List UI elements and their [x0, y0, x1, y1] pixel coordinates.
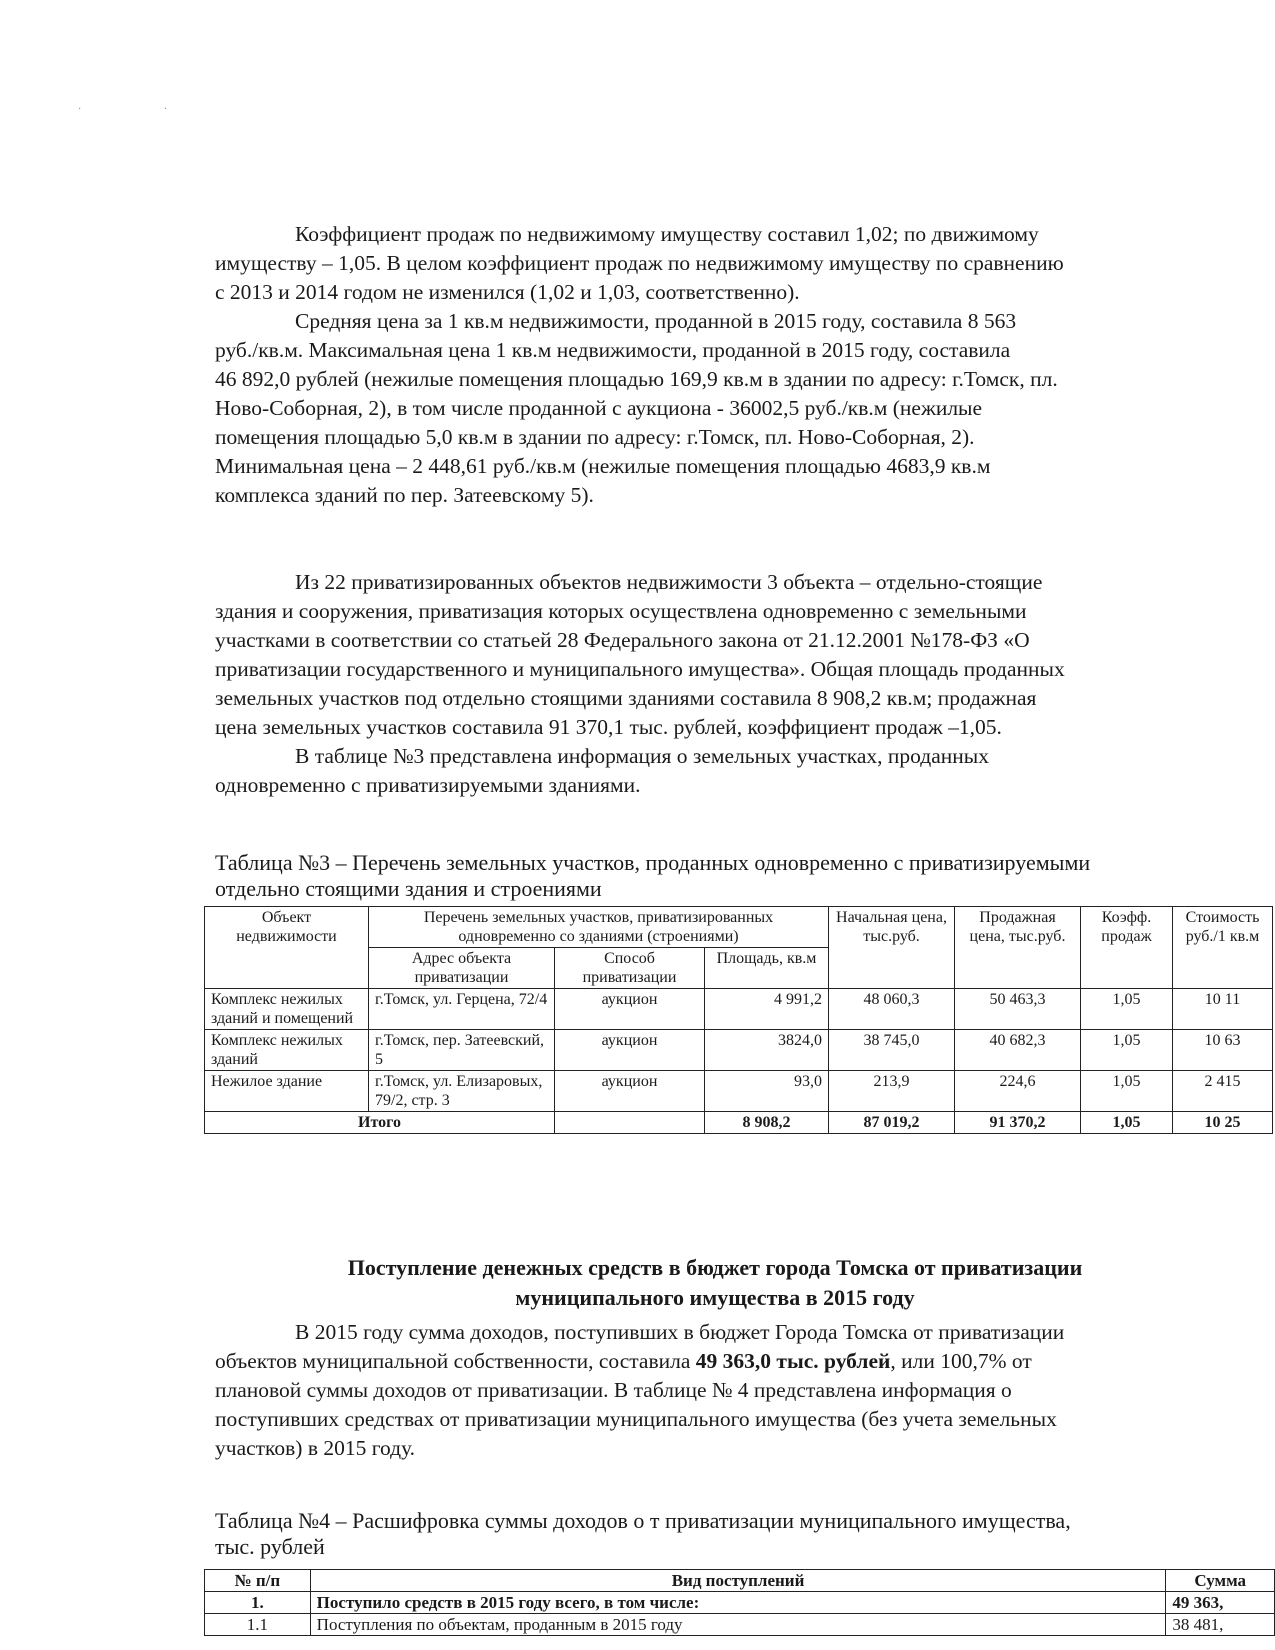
table-row [205, 1614, 1275, 1636]
text-line: имуществу – 1,05. В целом коэффициент продаж по недвижимому имуществу по сравнению [215, 251, 1064, 275]
text-line: В 2015 году сумма доходов, поступивших в бюджет Города Томска от приватизации [295, 1320, 1065, 1344]
cell-sale-price: 224,6 [955, 1071, 1081, 1112]
cell-start-price: 213,9 [829, 1071, 955, 1112]
heading-line: муниципального имущества в 2015 году [515, 1285, 915, 1310]
table-header-row [205, 907, 1273, 948]
text-line: приватизации государственного и муниципального имущества». Общая площадь проданных [215, 657, 1065, 681]
cell-cost: 10 11 [1173, 989, 1273, 1030]
cell-num: 1. [205, 1592, 311, 1614]
cell-coef: 1,05 [1081, 1030, 1173, 1071]
table-row [205, 989, 1273, 1030]
paragraph-sales-coefficient [215, 220, 1275, 307]
text-line: 46 892,0 рублей (нежилые помещения площадью 169,9 кв.м в здании по адресу: г.Томск, пл. [215, 367, 1058, 391]
scan-specks: · · [78, 104, 208, 115]
cell-kind: Поступления по объектам, проданным в 2015 году [310, 1614, 1166, 1636]
text-line: Средняя цена за 1 кв.м недвижимости, проданной в 2015 году, составила 8 563 [295, 309, 1017, 333]
cell-coef: 1,05 [1081, 1071, 1173, 1112]
text-segment: , или 100,7% от [890, 1349, 1032, 1373]
cell-sale-price: 50 463,3 [955, 989, 1081, 1030]
cell-total-cost: 10 25 [1173, 1112, 1273, 1134]
cell-num: 1.1 [205, 1614, 311, 1636]
caption-line: тыс. рублей [215, 1534, 325, 1559]
text-line: Минимальная цена – 2 448,61 руб./кв.м (нежилые помещения площадью 4683,9 кв.м [215, 454, 991, 478]
cell-start-price: 38 745,0 [829, 1030, 955, 1071]
text-line: цена земельных участков составила 91 370,1 тыс. рублей, коэффициент продаж –1,05. [215, 715, 1002, 739]
header-method: Способ приватизации [555, 948, 705, 989]
cell-address: г.Томск, ул. Елизаровых, 79/2, стр. 3 [369, 1071, 555, 1112]
text-line: здания и сооружения, приватизация которых осуществлена одновременно с земельными [215, 599, 1027, 623]
paragraph-budget-revenue [215, 1318, 1275, 1463]
cell-sum: 49 363, [1166, 1592, 1275, 1614]
revenue-amount: 49 363,0 тыс. рублей [695, 1349, 891, 1373]
cell-address: г.Томск, пер. Затеевский, 5 [369, 1030, 555, 1071]
table-header-row [205, 1570, 1275, 1592]
text-line: помещения площадью 5,0 кв.м в здании по адресу: г.Томск, пл. Ново-Соборная, 2). [215, 425, 975, 449]
cell-cost: 10 63 [1173, 1030, 1273, 1071]
cell-sum: 38 481, [1166, 1614, 1275, 1636]
text-line [215, 1347, 1275, 1376]
cell-total-coef: 1,05 [1081, 1112, 1173, 1134]
text-line: земельных участков под отдельно стоящими зданиями составила 8 908,2 кв.м; продажная [215, 686, 1037, 710]
text-line: Ново-Соборная, 2), в том числе проданной с аукциона - 36002,5 руб./кв.м (нежилые [215, 396, 983, 420]
table3 [204, 906, 1273, 1134]
caption-line: Таблица №3 – Перечень земельных участков, проданных одновременно с приватизируемыми [215, 850, 1091, 875]
text-line: одновременно с приватизируемыми зданиями. [215, 773, 641, 797]
header-start-price: Начальная цена, тыс.руб. [829, 907, 955, 989]
cell-cost: 2 415 [1173, 1071, 1273, 1112]
paragraph-average-price [215, 307, 1275, 510]
cell-area: 93,0 [705, 1071, 829, 1112]
header-address: Адрес объекта приватизации [369, 948, 555, 989]
caption-line: отдельно стоящими здания и строениями [215, 876, 602, 901]
cell-object: Нежилое здание [205, 1071, 369, 1112]
heading-line: Поступление денежных средств в бюджет города Томска от приватизации [347, 1255, 1083, 1280]
header-cost: Стоимость руб./1 кв.м [1173, 907, 1273, 989]
section-heading [215, 1253, 1215, 1313]
text-line: с 2013 и 2014 годом не изменился (1,02 и 1,03, соответственно). [215, 280, 800, 304]
cell-address: г.Томск, ул. Герцена, 72/4 [369, 989, 555, 1030]
paragraph-privatized-objects [215, 568, 1275, 742]
cell-total-label: Итого [205, 1112, 555, 1134]
text-line: Коэффициент продаж по недвижимому имуществу составил 1,02; по движимому [295, 222, 1039, 246]
cell-sale-price: 40 682,3 [955, 1030, 1081, 1071]
header-coef: Коэфф. продаж [1081, 907, 1173, 989]
cell-kind: Поступило средств в 2015 году всего, в том числе: [310, 1592, 1166, 1614]
cell-coef: 1,05 [1081, 989, 1173, 1030]
cell-area: 4 991,2 [705, 989, 829, 1030]
text-line: поступивших средствах от приватизации муниципального имущества (без учета земельных [215, 1407, 1057, 1431]
table4-caption [215, 1508, 1071, 1560]
table-row [205, 1071, 1273, 1112]
paragraph-table3-intro [215, 742, 1275, 800]
text-segment: объектов муниципальной собственности, составила [215, 1349, 696, 1373]
cell-area: 3824,0 [705, 1030, 829, 1071]
cell-total-start-price: 87 019,2 [829, 1112, 955, 1134]
table4 [204, 1569, 1275, 1636]
caption-line: Таблица №4 – Расшифровка суммы доходов о т приватизации муниципального имущества, [215, 1508, 1071, 1533]
header-area: Площадь, кв.м [705, 948, 829, 989]
cell-method: аукцион [555, 989, 705, 1030]
cell-total-sale-price: 91 370,2 [955, 1112, 1081, 1134]
header-land-list: Перечень земельных участков, приватизированных одновременно со зданиями (строениями) [369, 907, 829, 948]
text-line: плановой суммы доходов от приватизации. В таблице № 4 представлена информация о [215, 1378, 1012, 1402]
header-num: № п/п [205, 1570, 311, 1592]
text-line: Из 22 приватизированных объектов недвижимости 3 объекта – отдельно-стоящие [295, 570, 1043, 594]
cell-empty [555, 1112, 705, 1134]
cell-method: аукцион [555, 1071, 705, 1112]
table-total-row [205, 1112, 1273, 1134]
text-line: руб./кв.м. Максимальная цена 1 кв.м недвижимости, проданной в 2015 году, составила [215, 338, 1011, 362]
text-line: В таблице №3 представлена информация о земельных участках, проданных [295, 744, 989, 768]
header-object: Объект недвижимости [205, 907, 369, 989]
cell-method: аукцион [555, 1030, 705, 1071]
text-line: участков) в 2015 году. [215, 1436, 416, 1460]
table-row [205, 1592, 1275, 1614]
text-line: участками в соответствии со статьей 28 Федерального закона от 21.12.2001 №178-ФЗ «О [215, 628, 1030, 652]
cell-start-price: 48 060,3 [829, 989, 955, 1030]
header-kind: Вид поступлений [310, 1570, 1166, 1592]
table-row [205, 1030, 1273, 1071]
header-sum: Сумма [1166, 1570, 1275, 1592]
table3-caption [215, 850, 1090, 902]
cell-object: Комплекс нежилых зданий и помещений [205, 989, 369, 1030]
cell-object: Комплекс нежилых зданий [205, 1030, 369, 1071]
cell-total-area: 8 908,2 [705, 1112, 829, 1134]
header-sale-price: Продажная цена, тыс.руб. [955, 907, 1081, 989]
text-line: комплекса зданий по пер. Затеевскому 5). [215, 483, 594, 507]
